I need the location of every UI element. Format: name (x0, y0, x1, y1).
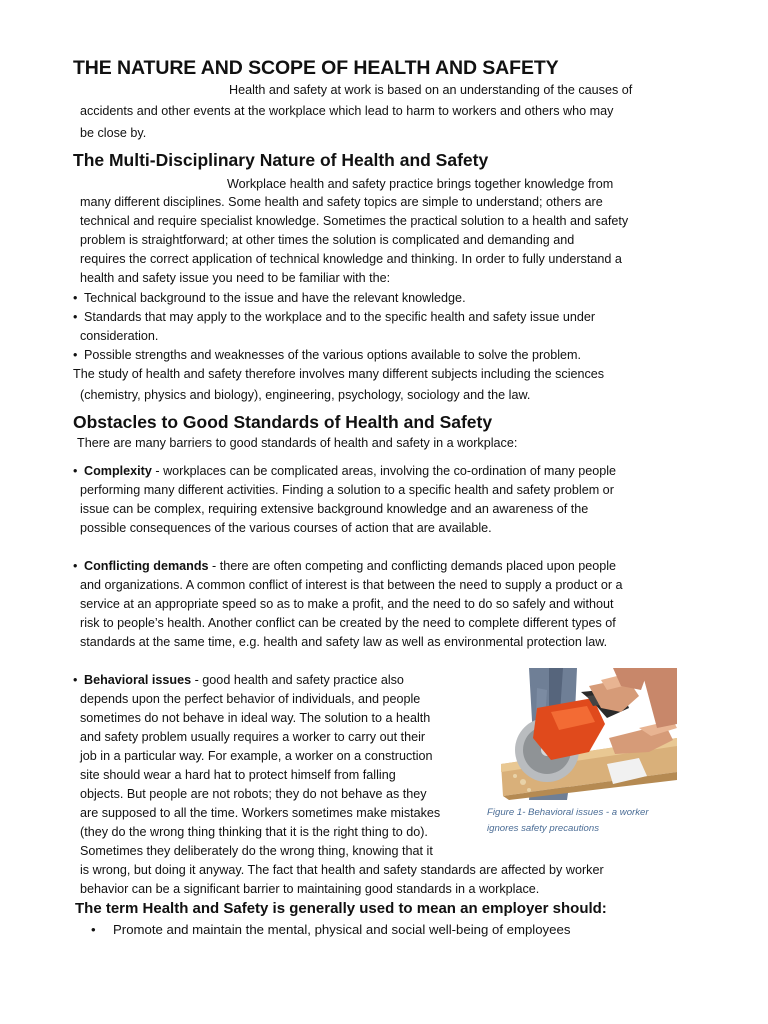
paragraph-line: site should wear a hard hat to protect himself from falling (80, 768, 396, 782)
bullet-icon: • (73, 673, 78, 687)
paragraph-line: possible consequences of the various courses of action that are available. (80, 521, 492, 535)
bullet-icon: • (73, 559, 78, 573)
page-title: THE NATURE AND SCOPE OF HEALTH AND SAFETY (73, 57, 559, 79)
bullet-item: • Possible strengths and weaknesses of the various options available to solve the problem. (73, 346, 581, 365)
bullet-item-complexity: • Complexity - workplaces can be complicated areas, involving the co-ordination of many people (73, 462, 616, 481)
paragraph-line: standards at the same time, e.g. health and safety law as well as environmental protection law. (80, 635, 608, 649)
paragraph-line: performing many different activities. Finding a solution to a specific health and safety problem or (80, 483, 614, 497)
paragraph-line: behavior can be a significant barrier to maintaining good standards in a workplace. (80, 882, 540, 896)
paragraph-line: problem is straightforward; at other times the solution is complicated and demanding and (80, 233, 575, 247)
paragraph-line: (they do the wrong thing thinking that it is the right thing to do). (80, 825, 428, 839)
paragraph-line: many different disciplines. Some health and safety topics are simple to understand; others are (80, 195, 603, 209)
paragraph-line: issue can be complex, requiring extensive background knowledge and an awareness of the (80, 502, 589, 516)
paragraph-line: The study of health and safety therefore involves many different subjects including the sciences (73, 367, 605, 381)
term-conflicting-demands: Conflicting demands (84, 559, 209, 573)
paragraph-line: and safety problem usually requires a worker to carry out their (80, 730, 426, 744)
bullet-item: • Promote and maintain the mental, physical and social well-being of employees (91, 922, 571, 937)
paragraph-line: requires the correct application of technical knowledge and thinking. In order to fully understand a (80, 252, 622, 266)
paragraph-line: is wrong, but doing it anyway. The fact that health and safety standards are affected by worker (80, 863, 604, 877)
bullet-item-conflicting-demands: • Conflicting demands - there are often competing and conflicting demands placed upon people (73, 557, 616, 576)
section-heading-obstacles: Obstacles to Good Standards of Health and Safety (73, 412, 493, 432)
figure-worker-circular-saw-image (489, 668, 677, 800)
intro-line: Health and safety at work is based on an understanding of the causes of (229, 83, 633, 97)
bullet-item: • Standards that may apply to the workplace and to the specific health and safety issue under (73, 308, 595, 327)
section-heading-multidisciplinary: The Multi-Disciplinary Nature of Health and Safety (73, 150, 489, 170)
figure-caption: Figure 1- Behavioral issues - a worker (487, 807, 649, 818)
bullet-icon: • (73, 348, 78, 362)
paragraph-line: Sometimes they deliberately do the wrong thing, knowing that it (80, 844, 433, 858)
bullet-item-behavioral-issues: • Behavioral issues - good health and safety practice also (73, 671, 404, 690)
paragraph-line: service at an appropriate speed so as to make a profit, and the need to do so safely and without (80, 597, 614, 611)
paragraph-line: and organizations. A common conflict of interest is that between the need to supply a product or a (80, 578, 623, 592)
paragraph-line: health and safety issue you need to be familiar with the: (80, 271, 391, 285)
bullet-icon: • (73, 291, 78, 305)
paragraph-line: risk to people’s health. Another conflict can be created by the need to complete different types of (80, 616, 616, 630)
bullet-icon: • (91, 922, 96, 937)
paragraph-line: Workplace health and safety practice brings together knowledge from (227, 177, 614, 191)
term-behavioral-issues: Behavioral issues (84, 673, 192, 687)
intro-line: be close by. (80, 126, 147, 140)
paragraph-line: are supposed to all the time. Workers sometimes make mistakes (80, 806, 441, 820)
paragraph-line: (chemistry, physics and biology), engineering, psychology, sociology and the law. (80, 388, 531, 402)
bullet-icon: • (73, 310, 78, 324)
paragraph-line: job in a particular way. For example, a worker on a construction (80, 749, 433, 763)
figure-caption: ignores safety precautions (487, 823, 599, 834)
bullet-icon: • (73, 464, 78, 478)
intro-line: accidents and other events at the workplace which lead to harm to workers and others who may (80, 104, 614, 118)
paragraph-line: There are many barriers to good standards of health and safety in a workplace: (77, 436, 518, 450)
paragraph-line: objects. But people are not robots; they do not behave as they (80, 787, 427, 801)
bullet-continuation: consideration. (80, 329, 159, 343)
paragraph-line: depends upon the perfect behavior of individuals, and people (80, 692, 421, 706)
term-complexity: Complexity (84, 464, 152, 478)
paragraph-line: sometimes do not behave in ideal way. The solution to a health (80, 711, 431, 725)
section-heading-employer-duties: The term Health and Safety is generally used to mean an employer should: (75, 900, 607, 917)
bullet-item: • Technical background to the issue and have the relevant knowledge. (73, 289, 466, 308)
paragraph-line: technical and require specialist knowledge. Sometimes the practical solution to a health and safety (80, 214, 629, 228)
